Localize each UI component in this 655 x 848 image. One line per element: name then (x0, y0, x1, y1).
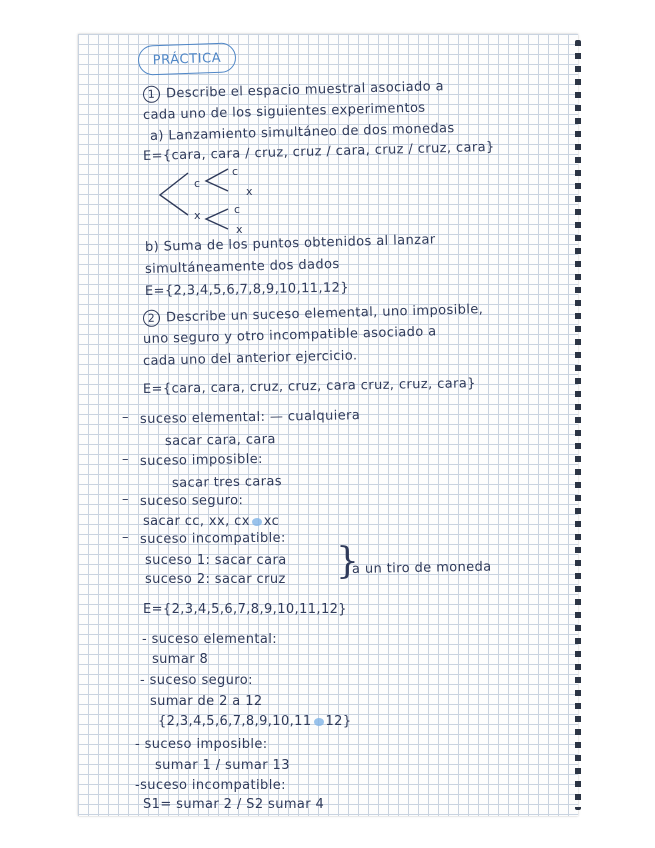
dice-seguro-label: - suceso seguro: (140, 673, 253, 688)
bullet-dash: – (122, 492, 129, 507)
coin-imposible-label: suceso imposible: (139, 451, 264, 469)
tree-leaf-3: c (234, 203, 241, 216)
bullet-dash: – (122, 530, 129, 545)
coin-incompatible-event-1: suceso 1: sacar cara (145, 553, 287, 568)
ex1-part-b-set: E={2,3,4,5,6,7,8,9,10,11,12} (144, 280, 350, 299)
spiral-binding (575, 40, 581, 810)
ex1-part-b-line2: simultáneamente dos dados (144, 256, 340, 277)
page-title: PRÁCTICA (138, 42, 237, 75)
ex1-part-a-label: a) Lanzamiento simultáneo de dos monedas (149, 121, 455, 144)
tree-root-branch (160, 173, 188, 215)
coin-incompatible-event-2: suceso 2: sacar cruz (145, 572, 286, 587)
coin-seguro-example (143, 514, 279, 529)
coin-elemental-label: suceso elemental: — cualquiera (139, 408, 361, 427)
dice-imposible-example: sumar 1 / sumar 13 (155, 758, 290, 773)
tree-leaf-2: x (246, 185, 253, 198)
ex2-number: 2 (143, 310, 160, 327)
dice-seguro-example: sumar de 2 a 12 (150, 694, 263, 709)
coin-seguro-label: suceso seguro: (139, 493, 244, 509)
coin-incompatible-note: a un tiro de moneda (351, 559, 492, 577)
ex1-part-a-set: E={cara, cara / cruz, cruz / cara, cruz / cruz, cara} (142, 139, 495, 164)
ex1-text-1: Describe el espacio muestral asociado a (165, 79, 445, 102)
dice-imposible-label: - suceso imposible: (135, 737, 268, 752)
coin-incompatible-label: suceso incompatible: (139, 530, 286, 547)
ex2-text-1: Describe un suceso elemental, uno imposible, (165, 302, 484, 326)
dice-elemental-example: sumar 8 (152, 652, 209, 667)
dice-incompatible-label: -suceso incompatible: (135, 778, 286, 793)
dice-incompatible-example: S1= sumar 2 / S2 sumar 4 (143, 797, 325, 812)
tree-branch-c (206, 169, 228, 191)
tree-node-c: c (194, 177, 201, 190)
dice-seguro-set (158, 714, 352, 729)
coin-seguro-example-b: xc (263, 514, 280, 529)
dice-elemental-label: - suceso elemental: (142, 632, 278, 647)
tree-node-x: x (194, 209, 201, 222)
ex2-sample-space-coins: E={cara, cara, cruz, cruz, cara cruz, cruz, cara} (142, 376, 476, 397)
ex1-part-b-label: b) Suma de los puntos obtenidos al lanzar (144, 232, 436, 255)
ex2-statement-line3: cada uno del anterior ejercicio. (142, 348, 358, 369)
ex2-statement-line2: uno seguro y otro incompatible asociado a (142, 324, 437, 347)
dice-seguro-set-a: {2,3,4,5,6,7,8,9,10,11 (158, 714, 312, 729)
probability-tree (150, 165, 260, 235)
ex1-statement-line2: cada uno de los siguientes experimentos (142, 100, 426, 123)
coin-imposible-example: sacar tres caras (171, 474, 283, 491)
highlighter-mark (252, 518, 262, 526)
dice-sample-space: E={2,3,4,5,6,7,8,9,10,11,12} (143, 602, 347, 617)
curly-brace: } (336, 541, 359, 582)
coin-elemental-example: sacar cara, cara (164, 432, 276, 449)
dice-seguro-set-b: 12} (325, 714, 352, 729)
highlighter-mark (314, 718, 324, 726)
tree-branch-x (206, 209, 228, 229)
tree-leaf-1: c (232, 165, 239, 178)
bullet-dash: – (122, 410, 129, 425)
ex1-number: 1 (143, 86, 160, 103)
bullet-dash: – (122, 452, 129, 467)
tree-leaf-4: x (236, 223, 243, 235)
coin-seguro-example-a: sacar cc, xx, cx (143, 514, 250, 529)
